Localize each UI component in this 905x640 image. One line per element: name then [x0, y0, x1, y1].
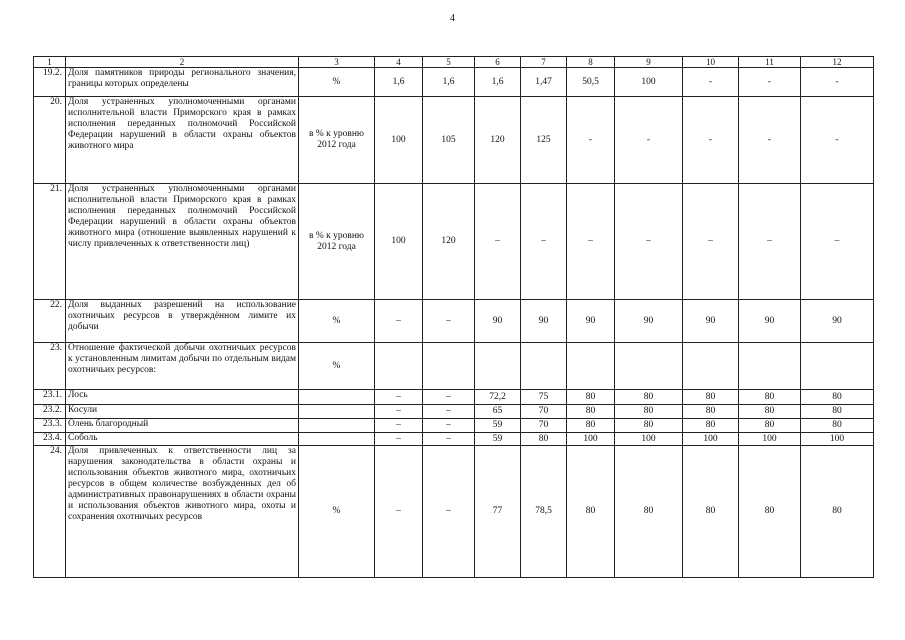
column-header: 3	[299, 57, 375, 68]
value-cell: –	[423, 405, 475, 419]
column-header: 1	[34, 57, 66, 68]
value-cell: 100	[801, 433, 874, 446]
value-cell: –	[423, 446, 475, 578]
table-row	[34, 419, 874, 433]
value-cell: 90	[739, 300, 801, 343]
value-cell: 100	[739, 433, 801, 446]
value-cell: –	[375, 405, 423, 419]
value-cell: 120	[475, 97, 521, 184]
table-row	[34, 433, 874, 446]
value-cell: –	[801, 184, 874, 300]
column-header: 9	[615, 57, 683, 68]
unit-cell: %	[299, 68, 375, 97]
indicators-table	[33, 56, 874, 578]
value-cell: 80	[739, 446, 801, 578]
value-cell	[615, 343, 683, 390]
value-cell: 90	[521, 300, 567, 343]
value-cell: 78,5	[521, 446, 567, 578]
value-cell: 80	[683, 446, 739, 578]
page-number: 4	[450, 13, 455, 24]
value-cell: –	[475, 184, 521, 300]
table-row	[34, 343, 874, 390]
value-cell: 65	[475, 405, 521, 419]
row-number: 21.	[34, 184, 66, 300]
row-number: 23.	[34, 343, 66, 390]
value-cell: 75	[521, 390, 567, 405]
value-cell: 80	[801, 390, 874, 405]
value-cell: –	[683, 184, 739, 300]
indicator-name: Косули	[66, 405, 299, 419]
value-cell: -	[739, 68, 801, 97]
value-cell: 100	[375, 184, 423, 300]
table-row	[34, 405, 874, 419]
column-header: 8	[567, 57, 615, 68]
value-cell: 90	[567, 300, 615, 343]
indicator-name: Доля устраненных уполномоченными органами исполнительной власти Приморского края в рамках исполнения переданных полномочий Российской Федерации нарушений в области охраны объектов животного мира	[66, 97, 299, 184]
value-cell: 80	[683, 405, 739, 419]
value-cell: –	[423, 300, 475, 343]
value-cell: 1,6	[475, 68, 521, 97]
unit-cell: %	[299, 300, 375, 343]
value-cell: -	[615, 97, 683, 184]
value-cell: 125	[521, 97, 567, 184]
unit-cell	[299, 419, 375, 433]
value-cell: 59	[475, 419, 521, 433]
value-cell: –	[521, 184, 567, 300]
value-cell: –	[423, 390, 475, 405]
column-header: 5	[423, 57, 475, 68]
table-row	[34, 97, 874, 184]
value-cell: 80	[567, 405, 615, 419]
value-cell: -	[801, 97, 874, 184]
unit-cell	[299, 433, 375, 446]
value-cell: 80	[615, 446, 683, 578]
value-cell	[475, 343, 521, 390]
value-cell	[801, 343, 874, 390]
value-cell: 120	[423, 184, 475, 300]
row-number: 23.4.	[34, 433, 66, 446]
value-cell: 90	[801, 300, 874, 343]
value-cell: 80	[567, 446, 615, 578]
unit-cell: %	[299, 446, 375, 578]
value-cell: –	[423, 433, 475, 446]
indicator-name: Отношение фактической добычи охотничьих ресурсов к установленным лимитам добычи по отдельным видам охотничьих ресурсов:	[66, 343, 299, 390]
value-cell: –	[567, 184, 615, 300]
indicator-name: Соболь	[66, 433, 299, 446]
header-row	[34, 57, 874, 68]
value-cell: -	[801, 68, 874, 97]
row-number: 24.	[34, 446, 66, 578]
indicator-name: Доля памятников природы регионального значения, границы которых определены	[66, 68, 299, 97]
value-cell: 80	[739, 390, 801, 405]
value-cell: –	[375, 419, 423, 433]
value-cell: 100	[615, 68, 683, 97]
value-cell: 100	[375, 97, 423, 184]
value-cell: 80	[521, 433, 567, 446]
value-cell: 100	[567, 433, 615, 446]
value-cell: –	[375, 390, 423, 405]
value-cell: 1,47	[521, 68, 567, 97]
value-cell: 1,6	[423, 68, 475, 97]
indicator-name: Доля привлеченных к ответственности лиц за нарушения законодательства в области охраны и использования объектов животного мира, охотничьих ресурсов в общем количестве возбужденных дел об административных правонарушениях в области охраны и использования объектов животного мира, охоты и сохранения охотничьих ресурсов	[66, 446, 299, 578]
value-cell	[375, 343, 423, 390]
value-cell: 100	[615, 433, 683, 446]
column-header: 6	[475, 57, 521, 68]
value-cell: 90	[615, 300, 683, 343]
column-header: 4	[375, 57, 423, 68]
value-cell	[567, 343, 615, 390]
value-cell	[739, 343, 801, 390]
value-cell: 80	[739, 419, 801, 433]
unit-cell: в % к уровню 2012 года	[299, 97, 375, 184]
table-row	[34, 184, 874, 300]
value-cell: –	[375, 446, 423, 578]
row-number: 23.2.	[34, 405, 66, 419]
value-cell: 100	[683, 433, 739, 446]
value-cell: 1,6	[375, 68, 423, 97]
column-header: 2	[66, 57, 299, 68]
value-cell: 77	[475, 446, 521, 578]
value-cell: 80	[801, 446, 874, 578]
value-cell: 80	[567, 419, 615, 433]
value-cell: -	[567, 97, 615, 184]
column-header: 10	[683, 57, 739, 68]
value-cell: 80	[567, 390, 615, 405]
value-cell: -	[683, 68, 739, 97]
indicator-name: Олень благородный	[66, 419, 299, 433]
unit-cell	[299, 405, 375, 419]
table-row	[34, 68, 874, 97]
value-cell: –	[375, 433, 423, 446]
table-row	[34, 446, 874, 578]
row-number: 19.2.	[34, 68, 66, 97]
value-cell	[683, 343, 739, 390]
row-number: 20.	[34, 97, 66, 184]
value-cell: –	[739, 184, 801, 300]
value-cell: 80	[801, 419, 874, 433]
value-cell: -	[739, 97, 801, 184]
value-cell: 80	[739, 405, 801, 419]
value-cell: 80	[615, 390, 683, 405]
table-row	[34, 300, 874, 343]
indicator-name: Доля выданных разрешений на использование охотничьих ресурсов в утверждённом лимите их добычи	[66, 300, 299, 343]
table-row	[34, 390, 874, 405]
value-cell: 80	[615, 405, 683, 419]
indicator-name: Доля устраненных уполномоченными органами исполнительной власти Приморского края в рамках исполнения переданных полномочий Российской Федерации нарушений в области охраны объектов животного мира (отношение выявленных нарушений к числу привлеченных к ответственности лиц)	[66, 184, 299, 300]
value-cell: -	[683, 97, 739, 184]
value-cell: 80	[615, 419, 683, 433]
value-cell	[521, 343, 567, 390]
unit-cell: %	[299, 343, 375, 390]
value-cell: 90	[475, 300, 521, 343]
value-cell: 72,2	[475, 390, 521, 405]
value-cell: 105	[423, 97, 475, 184]
value-cell: 90	[683, 300, 739, 343]
column-header: 11	[739, 57, 801, 68]
row-number: 23.3.	[34, 419, 66, 433]
unit-cell: в % к уровню 2012 года	[299, 184, 375, 300]
row-number: 22.	[34, 300, 66, 343]
value-cell: 80	[683, 419, 739, 433]
unit-cell	[299, 390, 375, 405]
value-cell: –	[375, 300, 423, 343]
value-cell: –	[615, 184, 683, 300]
value-cell: 80	[801, 405, 874, 419]
value-cell: 59	[475, 433, 521, 446]
value-cell: 70	[521, 419, 567, 433]
indicator-name: Лось	[66, 390, 299, 405]
value-cell: 80	[683, 390, 739, 405]
value-cell: 50,5	[567, 68, 615, 97]
row-number: 23.1.	[34, 390, 66, 405]
column-header: 12	[801, 57, 874, 68]
column-header: 7	[521, 57, 567, 68]
value-cell	[423, 343, 475, 390]
value-cell: –	[423, 419, 475, 433]
value-cell: 70	[521, 405, 567, 419]
